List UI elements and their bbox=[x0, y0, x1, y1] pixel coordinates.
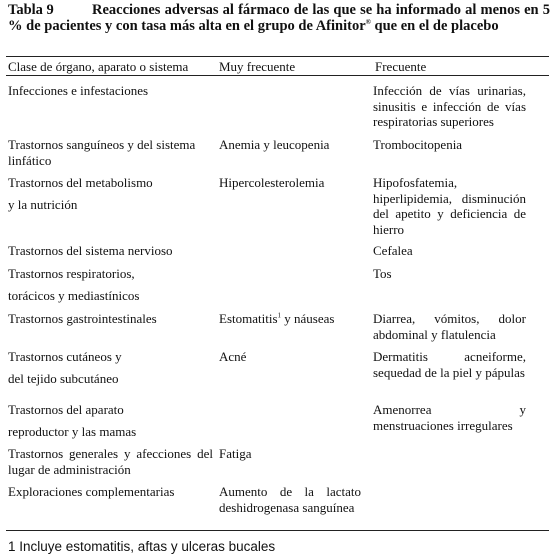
common-cell: Trombocitopenia bbox=[373, 137, 463, 152]
organ-class-cell bbox=[8, 349, 213, 386]
table-footnote: 1 Incluye estomatitis, aftas y ulceras bucales bbox=[8, 539, 276, 554]
organ-class-cell: Trastornos gastrointestinales bbox=[8, 311, 157, 326]
common-cell: Tos bbox=[373, 266, 392, 281]
common-cell bbox=[373, 402, 526, 433]
organ-class-cell bbox=[8, 266, 213, 303]
common-cell: Hipofosfatemia, hiperlipidemia, disminución del apetito y deficiencia de hierro bbox=[373, 175, 526, 237]
very-common-cell: Anemia y leucopenia bbox=[219, 137, 330, 152]
organ-class-cell: Trastornos del sistema nervioso bbox=[8, 243, 173, 258]
organ-class-line: del tejido subcutáneo bbox=[8, 370, 119, 386]
very-common-text: Estomatitis bbox=[219, 311, 278, 326]
common-line bbox=[373, 402, 526, 418]
organ-class-cell: Trastornos sanguíneos y del sistema linfático bbox=[8, 137, 196, 168]
table-bottom-rule bbox=[6, 530, 549, 531]
table-header-rule bbox=[6, 75, 549, 76]
organ-class-line: torácicos y mediastínicos bbox=[8, 287, 140, 303]
table-top-rule bbox=[6, 56, 549, 57]
organ-class-cell: Infecciones e infestaciones bbox=[8, 83, 149, 98]
common-cell: Infección de vías urinarias, sinusitis e infección de vías respiratorias superiores bbox=[373, 83, 526, 129]
common-line: menstruaciones irregulares bbox=[373, 417, 513, 433]
common-cell: Diarrea, vómitos, dolor abdominal y flatulencia bbox=[373, 311, 526, 342]
common-word: y bbox=[519, 402, 526, 417]
column-header-very-common: Muy frecuente bbox=[219, 59, 296, 74]
table-caption bbox=[8, 2, 550, 34]
common-cell: Dermatitis acneiforme, sequedad de la piel y pápulas bbox=[373, 349, 526, 380]
table-label: Tabla 9 bbox=[8, 2, 54, 18]
very-common-cell: Aumento de la lactato deshidrogenasa sanguínea bbox=[219, 484, 361, 515]
very-common-cell: Acné bbox=[219, 349, 247, 364]
organ-class-cell: Exploraciones complementarias bbox=[8, 484, 175, 499]
organ-class-cell bbox=[8, 402, 213, 439]
footnote-marker: 1 bbox=[277, 311, 281, 320]
organ-class-line: Trastornos del metabolismo bbox=[8, 175, 153, 190]
common-word: Amenorrea bbox=[373, 402, 432, 417]
column-header-organ-class: Clase de órgano, aparato o sistema bbox=[8, 59, 189, 74]
very-common-cell: Fatiga bbox=[219, 446, 252, 461]
registered-mark: ® bbox=[365, 18, 371, 27]
organ-class-cell bbox=[8, 175, 213, 212]
caption-text: Reacciones adversas al fármaco de las que se ha informado al menos en 5 % de pacientes y con tasa más alta en el grupo de Afinitor bbox=[8, 2, 550, 34]
organ-class-line: Trastornos cutáneos y bbox=[8, 349, 122, 364]
organ-class-line: Trastornos del aparato bbox=[8, 402, 124, 417]
very-common-cell bbox=[219, 311, 361, 327]
column-header-common: Frecuente bbox=[375, 59, 427, 74]
caption-text-end: que en el de placebo bbox=[370, 18, 499, 34]
organ-class-cell: Trastornos generales y afecciones del lugar de administración bbox=[8, 446, 213, 477]
common-cell: Cefalea bbox=[373, 243, 413, 258]
organ-class-line: reproductor y las mamas bbox=[8, 423, 137, 439]
very-common-cell: Hipercolesterolemia bbox=[219, 175, 325, 190]
very-common-text: y náuseas bbox=[281, 311, 335, 326]
organ-class-line: Trastornos respiratorios, bbox=[8, 266, 135, 281]
organ-class-line: y la nutrición bbox=[8, 196, 78, 212]
